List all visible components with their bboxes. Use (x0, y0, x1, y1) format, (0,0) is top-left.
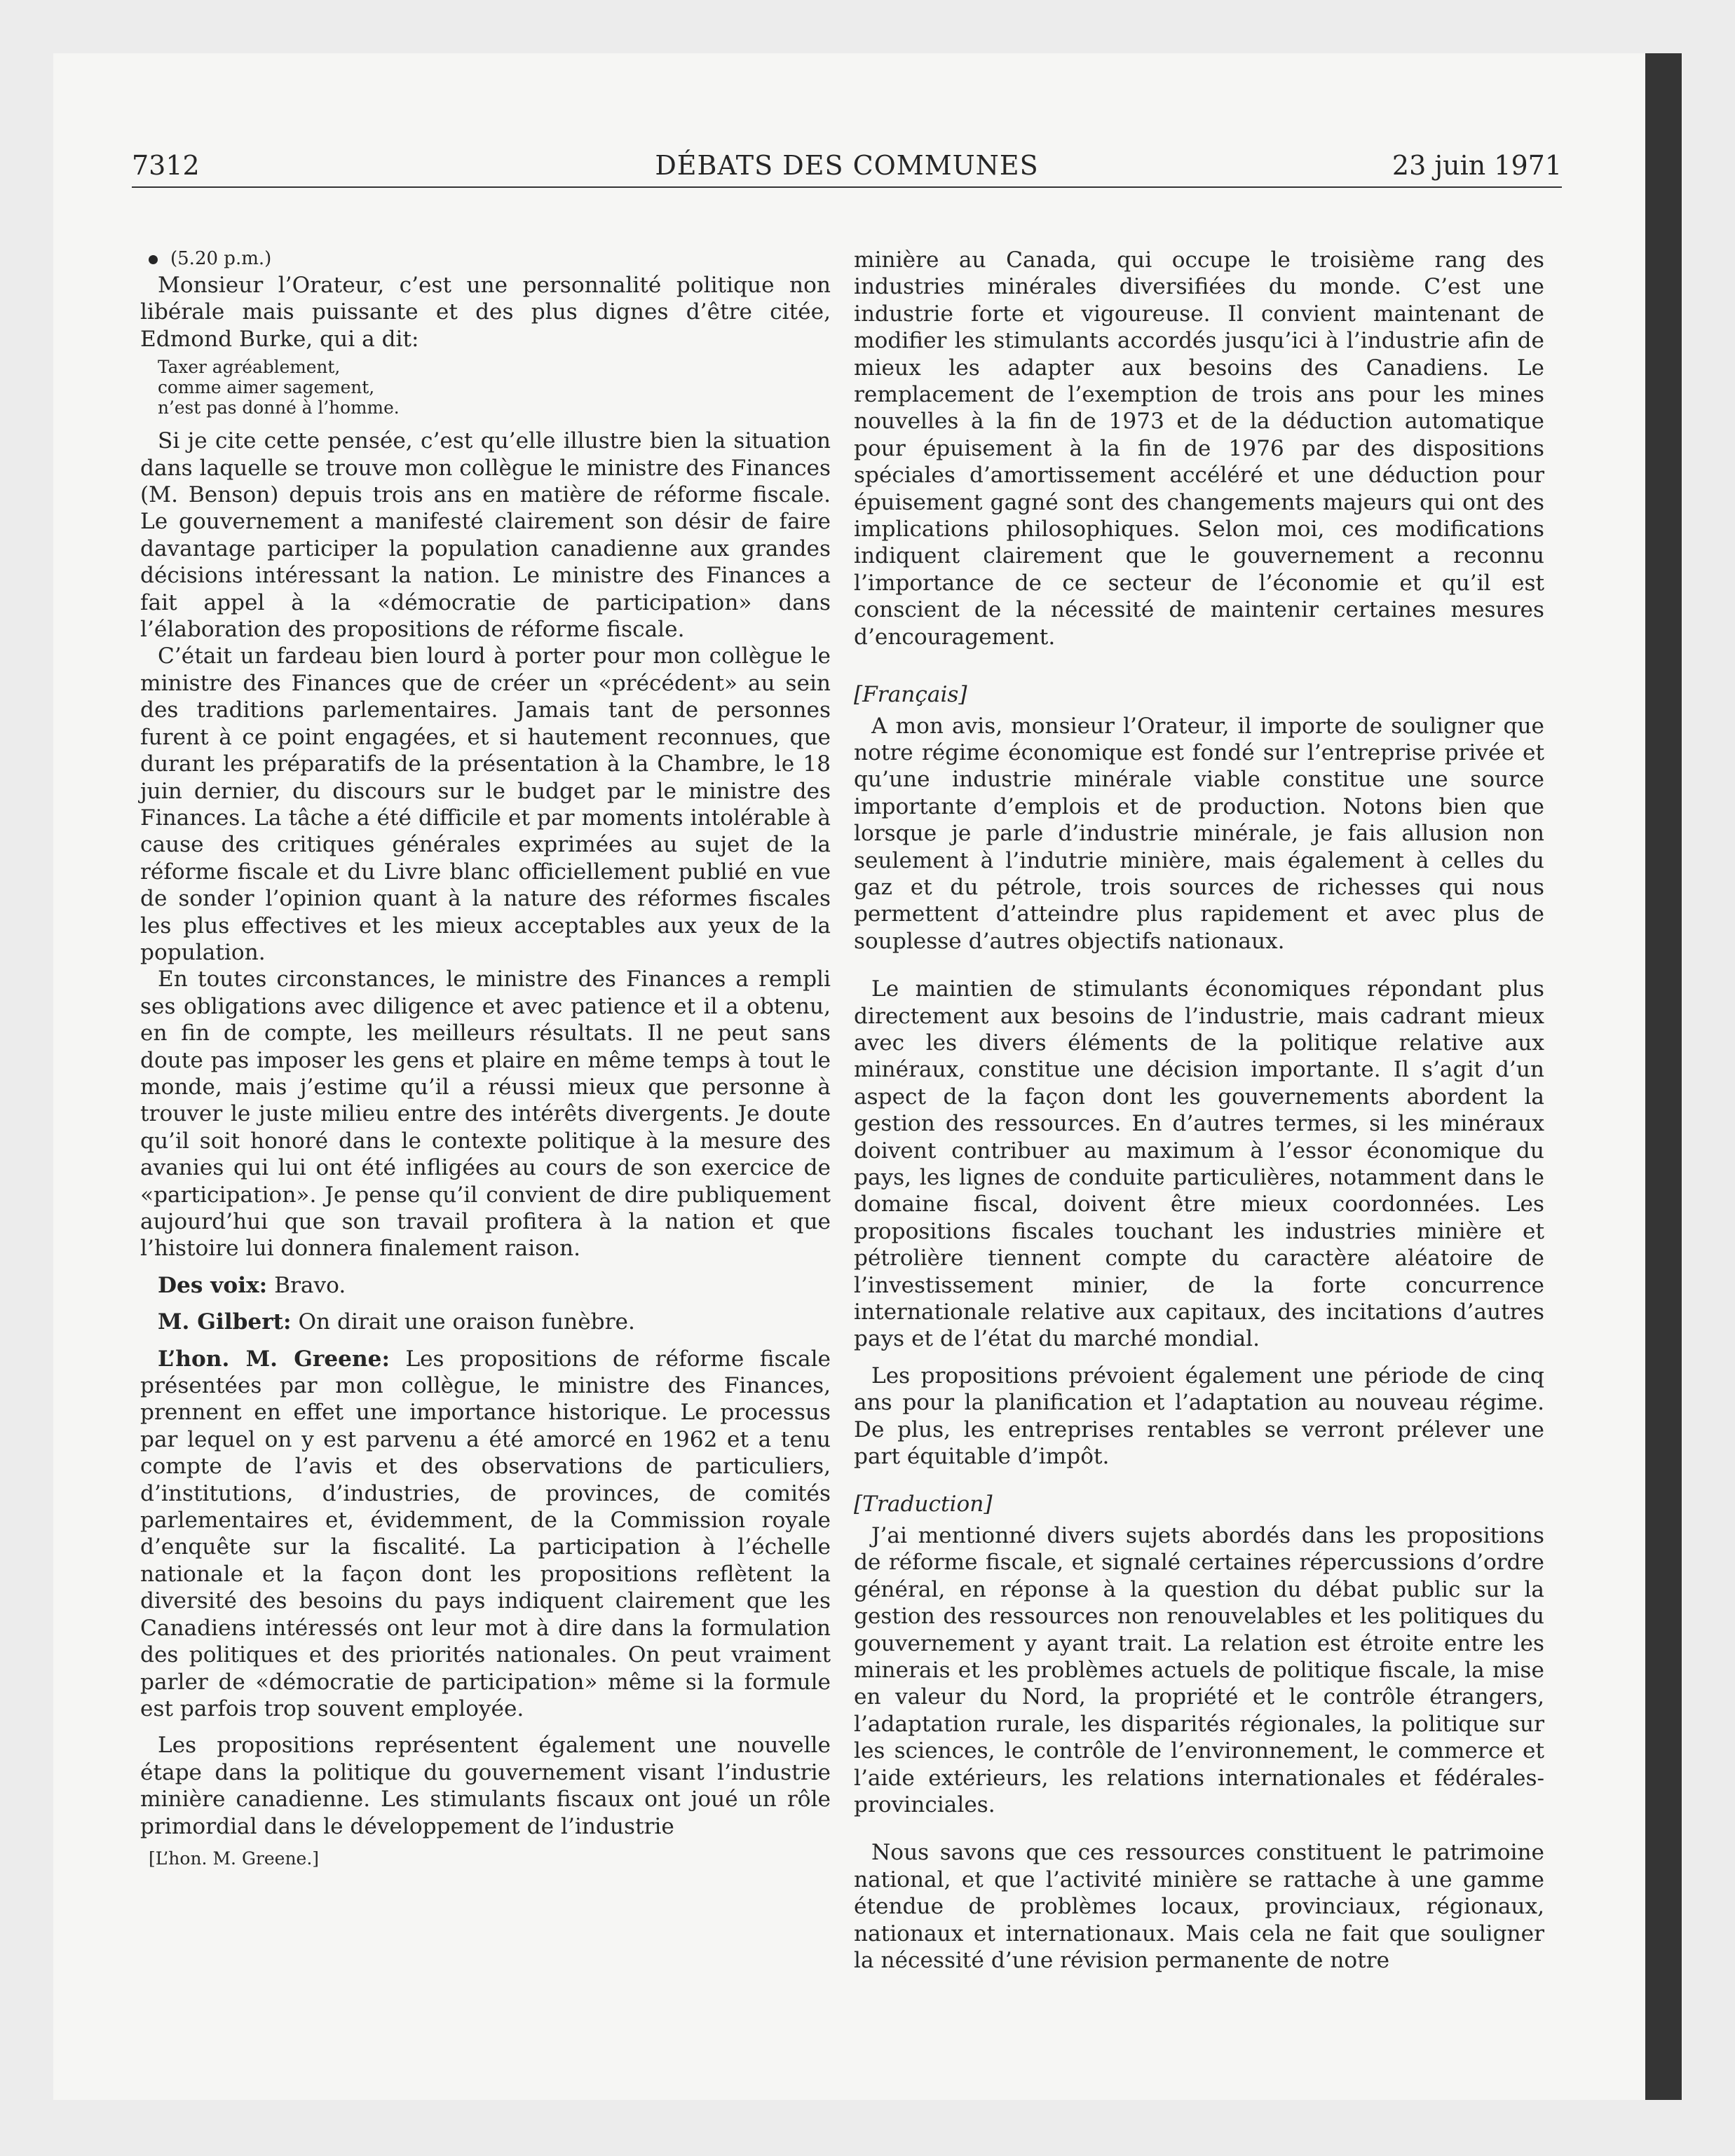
paragraph: Les propositions représentent également une nouvelle étape dans la politique du gouvernement visant l’industrie minière canadienne. Les stimulants fiscaux ont joué un rôle primordial dans le développement de l’industrie (140, 1733, 831, 1839)
page-title: DÉBATS DES COMMUNES (655, 150, 1039, 181)
scan-edge-bar (1645, 53, 1682, 2100)
speaker-credit: [L’hon. M. Greene.] (149, 1848, 320, 1869)
paragraph: J’ai mentionné divers sujets abordés dans les propositions de réforme fiscale, et signalé certaines répercussions d’ordre général, en réponse à la question du débat public sur la gestion des ressources non renouvelables et les politiques du gouvernement y ayant trait. La relation est étroite entre les minerais et les problèmes actuels de politique fiscale, la mise en valeur du Nord, la propriété et le contrôle étrangers, l’adaptation rurale, les disparités régionales, la politique sur les sciences, le contrôle de l’environnement, le commerce et l’aide extérieurs, les relations internationales et fédérales-provinciales. (854, 1522, 1544, 1817)
speech-text: Les propositions de réforme fiscale présentées par mon collègue, le ministre des Finances, prennent en effet une importance historique. Le processus par lequel on y est parvenu a été amorcé en 1962 et a tenu compte de l’avis et des observations de particuliers, d’institutions, d’industries, de provinces, de comités parlementaires et, évidemment, de la Commission royale d’enquête sur la fiscalité. La participation à l’échelle nationale et la façon dont les propositions reflètent la diversité des besoins du pays indiquent clairement que les Canadiens intéressés ont leur mot à dire dans la formulation des politiques et des priorités nationales. On peut vraiment parler de «démocratie de participation» même si la formule est parfois trop souvent employée. (140, 1346, 831, 1721)
language-marker: [Français] (854, 682, 967, 708)
speaker-name: M. Gilbert: (158, 1309, 292, 1335)
quotation (158, 357, 831, 418)
speech-text: On dirait une oraison funèbre. (291, 1309, 635, 1335)
paragraph: Le maintien de stimulants économiques répondant plus directement aux besoins de l’industrie, mais cadrant mieux avec les divers éléments de la politique relative aux minéraux, constitue une décision importante. Il s’agit d’un aspect de la façon dont les gouvernements abordent la gestion des ressources. En d’autres termes, si les minéraux doivent contribuer au maximum à l’essor économique du pays, les lignes de conduite particulières, notamment dans le domaine fiscal, doivent être mieux coordonnées. Les propositions fiscales touchant les industries minière et pétrolière tiennent compte du caractère aléatoire de l’investissement minier, de la forte concurrence internationale relative aux capitaux, des incitations d’autres pays et de l’état du marché mondial. (854, 976, 1544, 1352)
quote-line: Taxer agréablement, (158, 357, 341, 378)
quote-line: comme aimer sagement, (158, 377, 375, 398)
speech (140, 1346, 831, 1723)
quote-line: n’est pas donné à l’homme. (158, 397, 400, 418)
paragraph: Monsieur l’Orateur, c’est une personnalité politique non libérale mais puissante et des plus dignes d’être citée, Edmond Burke, qui a dit: (140, 273, 831, 352)
left-column (140, 247, 831, 1871)
page-number: 7312 (132, 150, 200, 181)
speaker-name: L’hon. M. Greene: (158, 1346, 390, 1372)
paragraph: En toutes circonstances, le ministre des Finances a rempli ses obligations avec diligence et avec patience et il a obtenu, en fin de compte, les meilleurs résultats. Il ne peut sans doute pas imposer les gens et plaire en même temps à tout le monde, mais j’estime qu’il a réussi mieux que personne à trouver le juste milieu entre des intérêts divergents. Je doute qu’il soit honoré dans le contexte politique à la mesure des avanies qui lui ont été infligées au cours de son exercice de «participation». Je pense qu’il convient de dire publiquement aujourd’hui que son travail profitera à la nation et que l’histoire lui donnera finalement raison. (140, 967, 831, 1262)
page-header (132, 144, 1562, 188)
paragraph: C’était un fardeau bien lourd à porter pour mon collègue le ministre des Finances que de créer un «précédent» au sein des traditions parlementaires. Jamais tant de personnes furent à ce point engagées, et si hautement reconnues, que durant les préparatifs de la présentation à la Chambre, le 18 juin dernier, du discours sur le budget par le ministre des Finances. La tâche a été difficile et par moments intolérable à cause des critiques générales exprimées au sujet de la réforme fiscale et du Livre blanc officiellement publié en vue de sonder l’opinion quant à la nature des réformes fiscales les plus effectives et les mieux acceptables aux yeux de la population. (140, 643, 831, 965)
language-marker: [Traduction] (854, 1492, 993, 1517)
paragraph: Les propositions prévoient également une période de cinq ans pour la planification et l’adaptation au nouveau régime. De plus, les entreprises rentables se verront prélever une part équitable d’impôt. (854, 1363, 1544, 1470)
paragraph: Nous savons que ces ressources constituent le patrimoine national, et que l’activité minière se rattache à une gamme étendue de problèmes locaux, provinciaux, régionaux, nationaux et internationaux. Mais cela ne fait que souligner la nécessité d’une révision permanente de notre (854, 1840, 1544, 1973)
bullet-icon (149, 255, 158, 264)
speaker-name: Des voix: (158, 1272, 268, 1298)
speech-text: Bravo. (267, 1272, 346, 1298)
paragraph: minière au Canada, qui occupe le troisième rang des industries minérales diversifiées du monde. C’est une industrie forte et vigoureuse. Il convient maintenant de modifier les stimulants accordés jusqu’ici à l’industrie afin de mieux les adapter aux besoins des Canadiens. Le remplacement de l’exemption de trois ans pour les mines nouvelles à la fin de 1973 et de la déduction automatique pour épuisement à la fin de 1976 par des dispositions spéciales d’amortissement accéléré et une déduction pour épuisement gagné sont des changements majeurs qui ont des implications philosophiques. Selon moi, ces modifications indiquent clairement que le gouvernement a reconnu l’importance de ce secteur de l’économie et qu’il est conscient de la nécessité de maintenir certaines mesures d’encouragement. (854, 247, 1544, 650)
speech (140, 1272, 831, 1299)
paragraph: A mon avis, monsieur l’Orateur, il importe de souligner que notre régime économique est fondé sur l’entreprise privée et qu’une industrie minérale viable constitue une source importante d’emplois et de production. Notons bien que lorsque je parle d’industrie minérale, je fais allusion non seulement à l’indutrie minière, mais également à celles du gaz et du pétrole, trois sources de richesses qui nous permettent d’atteindre plus rapidement et avec plus de souplesse d’autres objectifs nationaux. (854, 713, 1544, 954)
right-column (854, 247, 1544, 1974)
speech (140, 1309, 831, 1335)
timestamp-text: (5.20 p.m.) (170, 248, 272, 269)
timestamp (149, 247, 831, 271)
paragraph: Si je cite cette pensée, c’est qu’elle illustre bien la situation dans laquelle se trouve mon collègue le ministre des Finances (M. Benson) depuis trois ans en matière de réforme fiscale. Le gouvernement a manifesté clairement son désir de faire davantage participer la population canadienne aux grandes décisions intéressant la nation. Le ministre des Finances a fait appel à la «démocratie de participation» dans l’élaboration des propositions de réforme fiscale. (140, 428, 831, 643)
page-date: 23 juin 1971 (1392, 150, 1562, 181)
